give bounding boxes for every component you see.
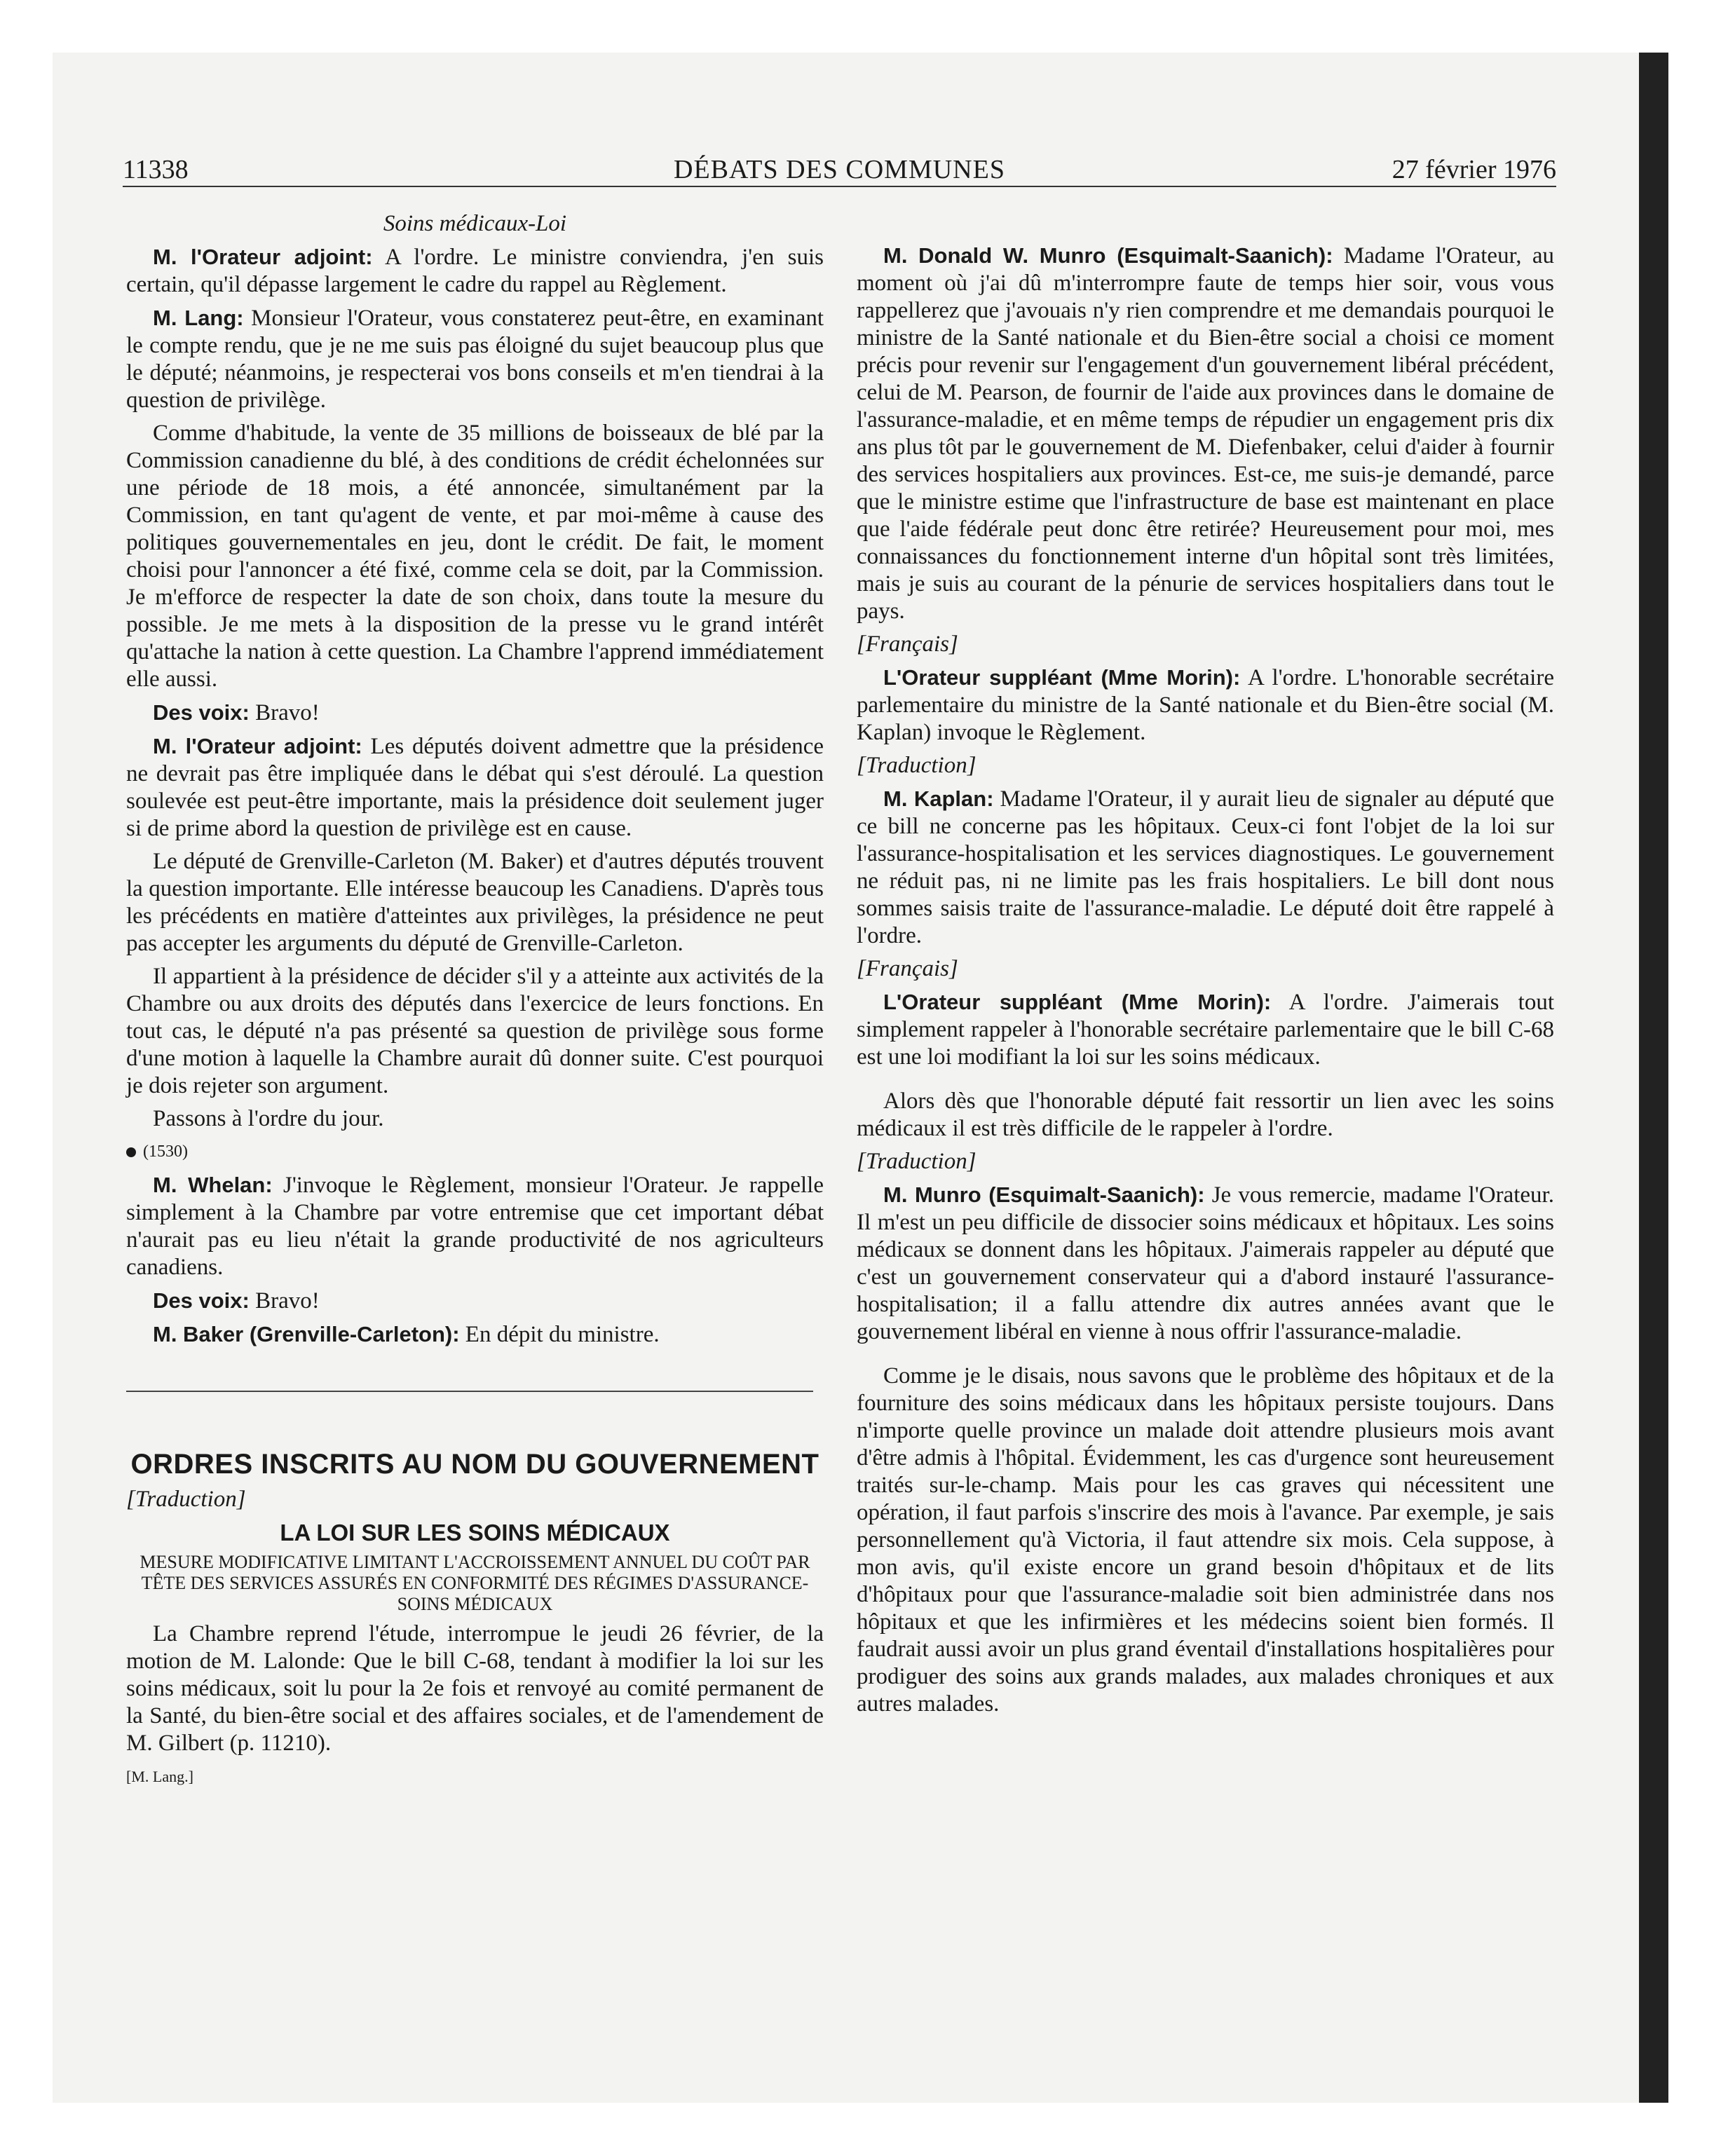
speaker: Des voix:	[153, 1288, 250, 1313]
paragraph	[857, 785, 1554, 950]
bill-title: LA LOI SUR LES SOINS MÉDICAUX	[280, 1520, 670, 1546]
paragraph: Il appartient à la présidence de décider s'il y a atteinte aux activités de la Chambre ou aux droits des députés dans l'exercice de leurs fonctions. En tout cas, le député n'a pas présenté sa question de privilège sous forme d'une motion à laquelle la Chambre aurait dû donner suite. C'est pourquoi je dois rejeter son argument.	[126, 964, 824, 1098]
paragraph: Comme je le disais, nous savons que le problème des hôpitaux et de la fourniture des soins médicaux dans les hôpitaux persiste toujours. Dans n'importe quelle province un malade doit attendre plusieurs mois avant d'être admis à l'hôpital. Évidemment, les cas d'urgence sont heureusement traités sur-le-champ. Mais pour les cas graves qui nécessitent une opération, il faut parfois s'inscrire des mois à l'avance. Par exemple, je sais personnellement qu'à Victoria, il faut attendre six mois. Cela suppose, à mon avis, qu'il existe encore un grand besoin d'hôpitaux et de lits d'hôpitaux pour que l'assurance-maladie soit bien administrée dans nos hôpitaux et que les infirmières et les médecins soient bien formés. Il faudrait aussi avoir un plus grand éventail d'installations hospitalières pour prodiguer des soins aux grands malades, aux malades chroniques et aux autres malades.	[857, 1363, 1554, 1717]
speech: A l'ordre. L'honorable secrétaire parlementaire du ministre de la Santé nationale et du Bien-être social (M. Kaplan) invoque le Règlement.	[857, 665, 1554, 745]
scan-edge	[1639, 53, 1668, 2103]
paragraph	[126, 732, 824, 842]
paragraph: Alors dès que l'honorable député fait ressortir un lien avec les soins médicaux il est très difficile de le rappeler à l'ordre.	[857, 1089, 1554, 1141]
language-marker: [Français]	[857, 956, 958, 981]
speech: Madame l'Orateur, il y aurait lieu de signaler au député que ce bill ne concerne pas les hôpitaux. Ceux-ci font l'objet de la loi sur l'assurance-hospitalisation et les services diagnostiques. Le gouvernement ne réduit pas, ni ne limite pas les frais hospitaliers. Le bill dont nous sommes saisis traite de l'assurance-maladie. Le député doit être rappelé à l'ordre.	[857, 786, 1554, 948]
speaker: Des voix:	[153, 700, 250, 725]
page-date: 27 février 1976	[1392, 155, 1556, 184]
speaker: M. l'Orateur adjoint:	[153, 734, 362, 758]
bullet-dot-icon	[126, 1147, 136, 1157]
bill-subtitle: MESURE MODIFICATIVE LIMITANT L'ACCROISSEMENT ANNUEL DU COÛT PAR TÊTE DES SERVICES ASSURÉS EN CONFORMITÉ DES RÉGIMES D'ASSURANCE-SOINS MÉDICAUX	[140, 1552, 810, 1614]
speech: A l'ordre. Le ministre conviendra, j'en suis certain, qu'il dépasse largement le cadre du rappel au Règlement.	[126, 245, 824, 297]
time-marker: (1530)	[126, 1138, 824, 1166]
page-number: 11338	[123, 155, 189, 184]
speech: Les députés doivent admettre que la présidence ne devrait pas être impliquée dans le débat qui s'est déroulé. La question soulevée est peut-être importante, mais la présidence doit seulement juger si de prime abord la question de privilège est en cause.	[126, 734, 824, 841]
header-rule	[123, 186, 1556, 187]
paragraph	[126, 699, 824, 727]
paragraph	[126, 243, 824, 299]
speaker: M. l'Orateur adjoint:	[153, 245, 373, 269]
right-column	[857, 242, 1554, 1724]
paragraph	[857, 242, 1554, 625]
speech: Bravo!	[249, 1288, 320, 1314]
paragraph	[857, 988, 1554, 1071]
paragraph	[857, 1181, 1554, 1346]
speech: En dépit du ministre.	[459, 1322, 660, 1347]
paragraph	[126, 1171, 824, 1281]
footer-note: [M. Lang.]	[126, 1768, 193, 1785]
paragraph: La Chambre reprend l'étude, interrompue le jeudi 26 février, de la motion de M. Lalonde: Que le bill C-68, tendant à modifier la loi sur les soins médicaux, soit lu pour la 2e fois et renvoyé au comité permanent de la Santé, du bien-être social et des affaires sociales, et de l'amendement de M. Gilbert (p. 11210).	[126, 1621, 824, 1756]
section-title: ORDRES INSCRITS AU NOM DU GOUVERNEMENT	[130, 1449, 819, 1480]
page-header	[123, 154, 1556, 189]
section-divider	[126, 1391, 813, 1392]
language-marker: [Traduction]	[857, 1149, 977, 1174]
speaker: M. Donald W. Munro (Esquimalt-Saanich):	[883, 243, 1333, 268]
paragraph: Le député de Grenville-Carleton (M. Baker) et d'autres députés trouvent la question importante. Elle intéresse beaucoup les Canadiens. D'après tous les précédents en matière d'atteintes aux privilèges, la présidence ne peut pas accepter les arguments du député de Grenville-Carleton.	[126, 849, 824, 956]
language-marker: [Français]	[857, 632, 958, 657]
speaker: L'Orateur suppléant (Mme Morin):	[883, 990, 1272, 1014]
speech: Bravo!	[249, 700, 320, 725]
translation-marker: [Traduction]	[126, 1487, 246, 1512]
speaker: L'Orateur suppléant (Mme Morin):	[883, 665, 1241, 690]
paragraph: Comme d'habitude, la vente de 35 millions de boisseaux de blé par la Commission canadienne du blé, à des conditions de crédit échelonnées sur une période de 18 mois, a été annoncée, simultanément par la Commission, en tant qu'agent de vente, et par moi-même à cause des politiques gouvernementales en jeu, dont le crédit. De fait, le moment choisi pour l'annoncer a été fixé, comme cela se doit, par la Commission. Je m'efforce de respecter la date de son choix, dans toute la mesure du possible. Je me mets à la disposition de la presse vu le grand intérêt qu'attache la nation à cette question. La Chambre l'apprend immédiatement elle aussi.	[126, 421, 824, 692]
paragraph: Passons à l'ordre du jour.	[153, 1106, 384, 1131]
speaker: M. Lang:	[153, 306, 244, 330]
speech: Monsieur l'Orateur, vous constaterez peut-être, en examinant le compte rendu, que je ne me suis pas éloigné du sujet beaucoup plus que le député; néanmoins, je respecterai vos bons conseils et m'en tiendrai à la question de privilège.	[126, 306, 824, 413]
speaker: M. Kaplan:	[883, 786, 994, 811]
paragraph	[857, 664, 1554, 746]
speaker: M. Baker (Grenville-Carleton):	[153, 1322, 460, 1346]
speaker: M. Munro (Esquimalt-Saanich):	[883, 1182, 1205, 1207]
language-marker: [Traduction]	[857, 753, 977, 778]
speech: Madame l'Orateur, au moment où j'ai dû m'interrompre faute de temps hier soir, vous vous rappellerez que j'avouais n'y rien comprendre et me demandais pourquoi le ministre de la Santé nationale et du Bien-être social a choisi ce moment précis pour revenir sur l'engagement d'un gouvernement libéral précédent, celui de M. Pearson, de fournir de l'aide aux provinces dans le domaine de l'assurance-maladie, et en même temps de répudier un engagement pris dix ans plus tôt par le gouvernement de M. Diefenbaker, celui d'aider à fournir des services hospitaliers aux provinces. Est-ce, me suis-je demandé, parce que le ministre estime que l'infrastructure de base est maintenant en place que l'aide fédérale peut donc être retirée? Heureusement pour moi, mes connaissances du fonctionnement interne d'un hôpital sont très limitées, mais je suis au courant de la pénurie de services hospitaliers dans tout le pays.	[857, 243, 1554, 624]
speech: Je vous remercie, madame l'Orateur. Il m'est un peu difficile de dissocier soins médicaux et hôpitaux. Les soins médicaux se donnent dans les hôpitaux. J'aimerais rappeler au député que c'est un gouvernement conservateur qui a d'abord instauré l'assurance-hospitalisation; il a fallu attendre dix autres années avant que le gouvernement libéral en vienne à nous offrir l'assurance-maladie.	[857, 1182, 1554, 1344]
paragraph	[126, 1287, 824, 1315]
speech: J'invoque le Règlement, monsieur l'Orateur. Je rappelle simplement à la Chambre par votre entremise que cet important débat n'aurait pas eu lieu n'était la grande productivité de nos agriculteurs canadiens.	[126, 1173, 824, 1280]
left-column	[126, 210, 824, 1796]
speaker: M. Whelan:	[153, 1173, 273, 1197]
publication-title: DÉBATS DES COMMUNES	[674, 155, 1005, 184]
speech: A l'ordre. J'aimerais tout simplement rappeler à l'honorable secrétaire parlementaire que le bill C-68 est une loi modifiant la loi sur les soins médicaux.	[857, 990, 1554, 1070]
running-head: Soins médicaux-Loi	[383, 211, 567, 236]
paragraph	[126, 304, 824, 414]
paragraph	[126, 1321, 824, 1349]
